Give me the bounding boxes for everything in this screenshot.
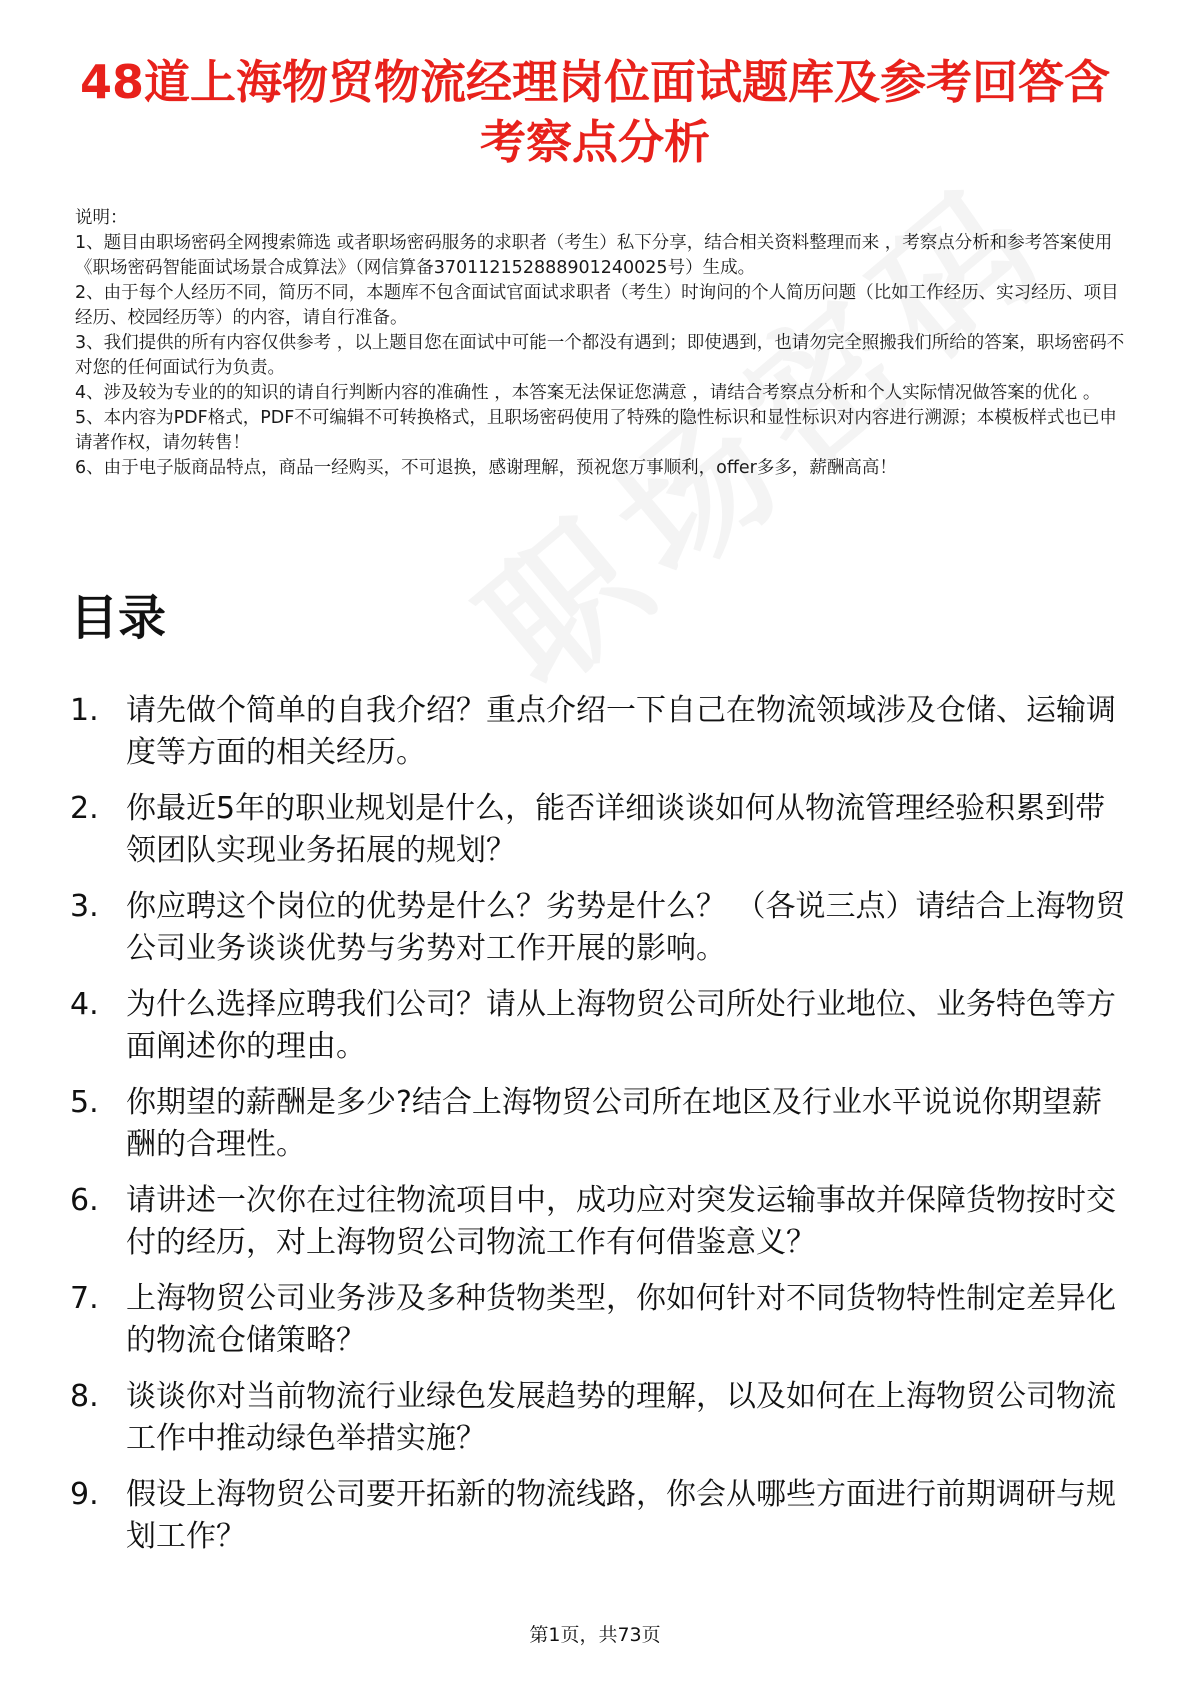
- question-item: [70, 1474, 1130, 1558]
- page-footer: 第1页，共73页: [529, 1624, 661, 1646]
- question-number: 6.: [70, 1183, 99, 1218]
- question-item: [70, 886, 1130, 970]
- question-text: 请先做个简单的自我介绍？重点介绍一下自己在物流领域涉及仓储、运输调度等方面的相关经历。: [126, 693, 1116, 770]
- note-item: 3、我们提供的所有内容仅供参考 ，以上题目您在面试中可能一个都没有遇到；即使遇到，也请勿完全照搬我们所给的答案，职场密码不对您的任何面试行为负责。: [75, 333, 1125, 378]
- question-item: [70, 1082, 1130, 1166]
- question-number: 2.: [70, 791, 99, 826]
- question-number: 8.: [70, 1379, 99, 1414]
- question-text: 请讲述一次你在过往物流项目中，成功应对突发运输事故并保障货物按时交付的经历，对上海物贸公司物流工作有何借鉴意义？: [126, 1183, 1116, 1260]
- question-number: 5.: [70, 1085, 99, 1120]
- question-item: [70, 1278, 1130, 1362]
- question-number: 1.: [70, 693, 99, 728]
- question-text: 你最近5年的职业规划是什么，能否详细谈谈如何从物流管理经验积累到带领团队实现业务拓展的规划？: [126, 791, 1106, 868]
- question-text: 假设上海物贸公司要开拓新的物流线路，你会从哪些方面进行前期调研与规划工作？: [126, 1477, 1116, 1554]
- question-text: 你期望的薪酬是多少?结合上海物贸公司所在地区及行业水平说说你期望薪酬的合理性。: [126, 1085, 1102, 1162]
- question-text: 上海物贸公司业务涉及多种货物类型，你如何针对不同货物特性制定差异化的物流仓储策略？: [126, 1281, 1116, 1358]
- notes-heading: 说明：: [75, 208, 128, 228]
- question-list: [70, 690, 1130, 1572]
- document-title: 48道上海物贸物流经理岗位面试题库及参考回答含考察点分析: [79, 55, 1110, 169]
- note-item: 4、涉及较为专业的的知识的请自行判断内容的准确性 ，本答案无法保证您满意 ，请结合考察点分析和个人实际情况做答案的优化 。: [75, 383, 1101, 403]
- question-text: 为什么选择应聘我们公司？请从上海物贸公司所处行业地位、业务特色等方面阐述你的理由。: [126, 987, 1116, 1064]
- question-number: 3.: [70, 889, 99, 924]
- note-item: 1、题目由职场密码全网搜索筛选 或者职场密码服务的求职者（考生）私下分享，结合相关资料整理而来 ，考察点分析和参考答案使用《职场密码智能面试场景合成算法》（网信算备370112152888901240025号）生成。: [75, 233, 1113, 278]
- note-item: 5、本内容为PDF格式，PDF不可编辑不可转换格式，且职场密码使用了特殊的隐性标识和显性标识对内容进行溯源；本模板样式也已申请著作权，请勿转售！: [75, 408, 1117, 453]
- note-item: 6、由于电子版商品特点，商品一经购买，不可退换，感谢理解，预祝您万事顺利，offer多多，薪酬高高！: [75, 458, 897, 478]
- question-item: [70, 1180, 1130, 1264]
- notes-section: [75, 206, 1125, 481]
- question-item: [70, 788, 1130, 872]
- question-number: 4.: [70, 987, 99, 1022]
- question-item: [70, 984, 1130, 1068]
- toc-heading: 目录: [70, 590, 167, 646]
- question-number: 7.: [70, 1281, 99, 1316]
- question-text: 谈谈你对当前物流行业绿色发展趋势的理解，以及如何在上海物贸公司物流工作中推动绿色举措实施？: [126, 1379, 1116, 1456]
- question-item: [70, 690, 1130, 774]
- question-number: 9.: [70, 1477, 99, 1512]
- question-item: [70, 1376, 1130, 1460]
- note-item: 2、由于每个人经历不同，简历不同，本题库不包含面试官面试求职者（考生）时询问的个人简历问题（比如工作经历、实习经历、项目经历、校园经历等）的内容，请自行准备。: [75, 283, 1119, 328]
- question-text: 你应聘这个岗位的优势是什么？劣势是什么？ （各说三点）请结合上海物贸公司业务谈谈优势与劣势对工作开展的影响。: [126, 889, 1126, 966]
